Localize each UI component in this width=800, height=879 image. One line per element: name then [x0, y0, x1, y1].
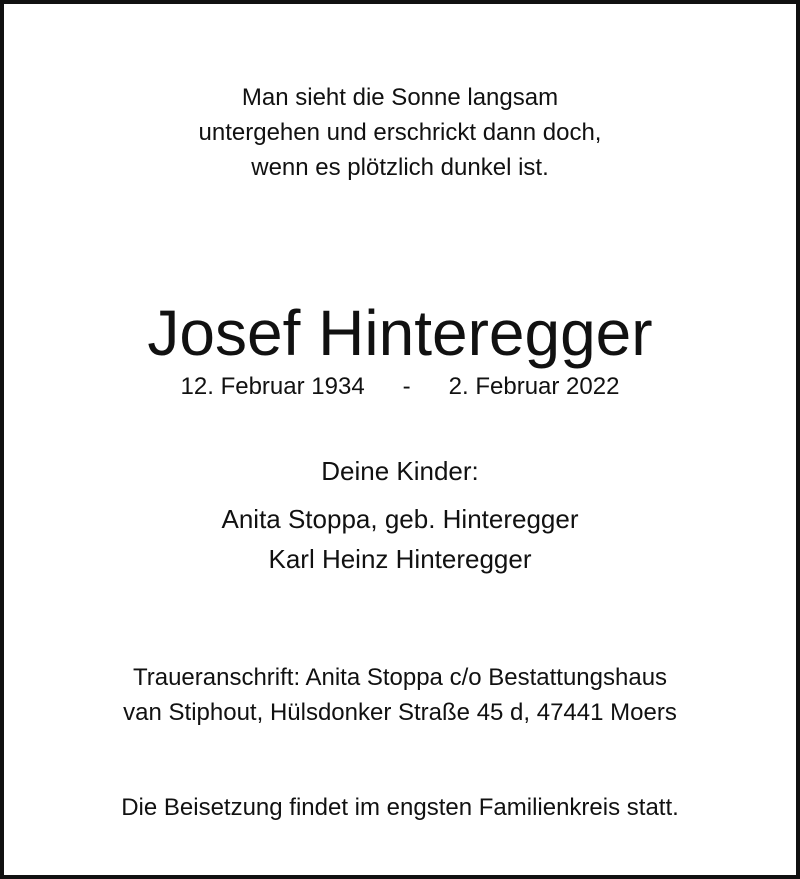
burial-notice: Die Beisetzung findet im engsten Familienkreis statt.: [121, 794, 679, 821]
address-line-1: Traueranschrift: Anita Stoppa c/o Bestattungshaus: [132, 664, 668, 691]
verse-line-3: wenn es plötzlich dunkel ist.: [251, 154, 549, 181]
mourner-name-2: Karl Heinz Hinteregger: [268, 544, 532, 574]
life-dates: [0, 369, 800, 405]
date-separator: -: [402, 373, 411, 400]
verse-line-2: untergehen und erschrickt dann doch,: [198, 119, 602, 146]
death-date: 2. Februar 2022: [448, 373, 620, 400]
mourners-label: Deine Kinder:: [321, 456, 479, 486]
mourner-name-1: Anita Stoppa, geb. Hinteregger: [221, 504, 579, 534]
address-line-2: van Stiphout, Hülsdonker Straße 45 d, 47441 Moers: [123, 699, 677, 726]
deceased-name: Josef Hinteregger: [147, 297, 653, 369]
verse-line-1: Man sieht die Sonne langsam: [241, 84, 559, 111]
birth-date: 12. Februar 1934: [180, 373, 365, 400]
